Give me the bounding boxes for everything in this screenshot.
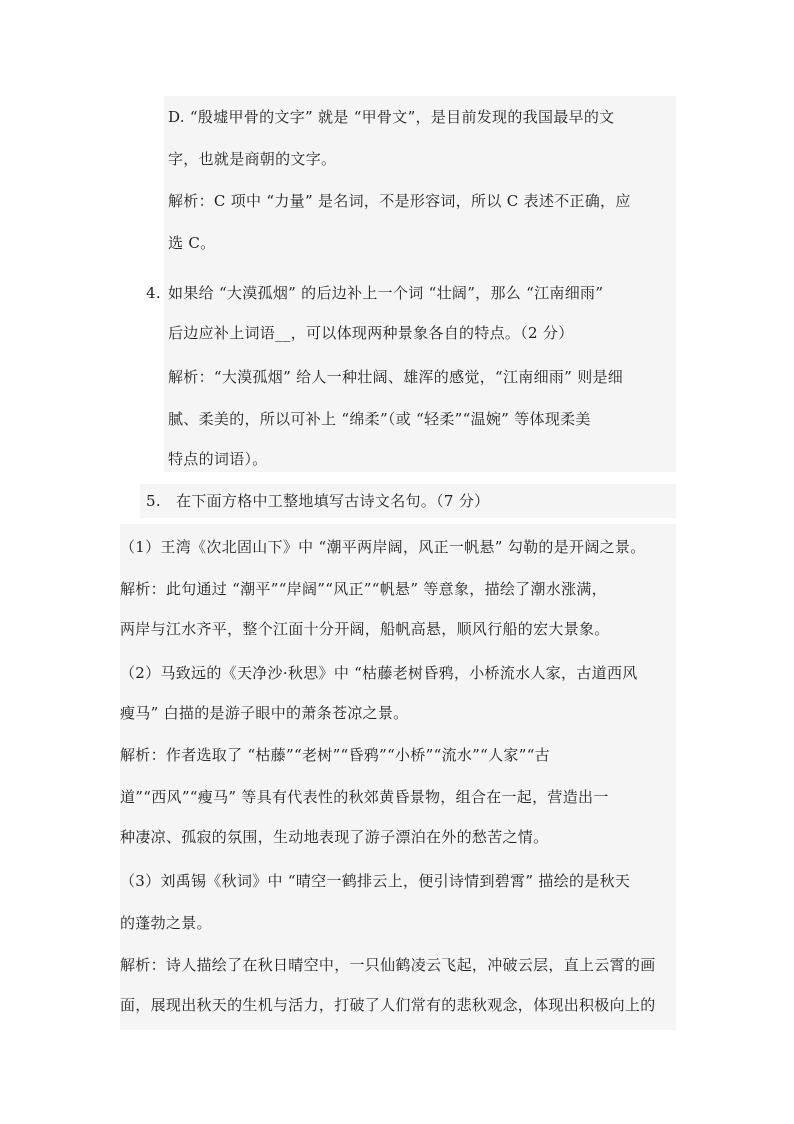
question-4-analysis-line-1: 解析：“大漠孤烟” 给人一种壮阔、雄浑的感觉，“江南细雨” 则是细 [168,368,624,386]
sub-1-analysis-line-1: 解析：此句通过 “潮平”“岸阔”“风正”“帆悬” 等意象，描绘了潮水涨满， [120,580,607,598]
sub-3-analysis-line-2: 面，展现出秋天的生机与活力，打破了人们常有的悲秋观念，体现出积极向上的 [120,996,656,1014]
question-4-analysis-line-3: 特点的词语）。 [168,450,268,468]
question-5-text: 在下面方格中工整地填写古诗文名句。（7 分） [176,492,490,510]
sub-1-line-1: （1）王湾《次北固山下》中 “潮平两岸阔，风正一帆悬” 勾勒的是开阔之景。 [120,538,646,556]
question-5-number: 5. [146,492,161,510]
sub-3-line-2: 的蓬勃之景。 [120,914,212,932]
question-4-line-1: 如果给 “大漠孤烟” 的后边补上一个词 “壮阔”，那么 “江南细雨” [168,284,604,302]
sub-2-analysis-line-1: 解析：作者选取了 “枯藤”“老树”“昏鸦”“小桥”“流水”“人家”“古 [120,746,550,764]
item-d-line-2: 字，也就是商朝的文字。 [168,150,337,168]
question-4-number: 4. [146,284,161,302]
question-4-line-2: 后边应补上词语__，可以体现两种景象各自的特点。（2 分） [168,324,574,342]
item-d-line-1: D. “殷墟甲骨的文字” 就是 “甲骨文”，是目前发现的我国最早的文 [168,108,615,126]
question-4-analysis-line-2: 腻、柔美的，所以可补上 “绵柔”（或 “轻柔”“温婉” 等体现柔美 [168,410,591,428]
analysis-d-line-1: 解析：C 项中 “力量” 是名词，不是形容词，所以 C 表述不正确，应 [168,192,631,210]
sub-2-line-2: 瘦马” 白描的是游子眼中的萧条苍凉之景。 [120,704,409,722]
sub-3-analysis-line-1: 解析：诗人描绘了在秋日晴空中，一只仙鹤凌云飞起，冲破云层，直上云霄的画 [120,956,656,974]
sub-1-analysis-line-2: 两岸与江水齐平，整个江面十分开阔，船帆高悬，顺风行船的宏大景象。 [120,620,610,638]
sub-2-analysis-line-3: 种凄凉、孤寂的氛围，生动地表现了游子漂泊在外的愁苦之情。 [120,828,549,846]
sub-2-analysis-line-2: 道”“西风”“瘦马” 等具有代表性的秋郊黄昏景物，组合在一起，营造出一 [120,788,609,806]
sub-3-line-1: （3）刘禹锡《秋词》中 “晴空一鹤排云上，便引诗情到碧霄” 描绘的是秋天 [120,872,631,890]
analysis-d-line-2: 选 C。 [168,234,216,252]
sub-2-line-1: （2）马致远的《天净沙·秋思》中 “枯藤老树昏鸦，小桥流水人家，古道西风 [120,664,638,682]
